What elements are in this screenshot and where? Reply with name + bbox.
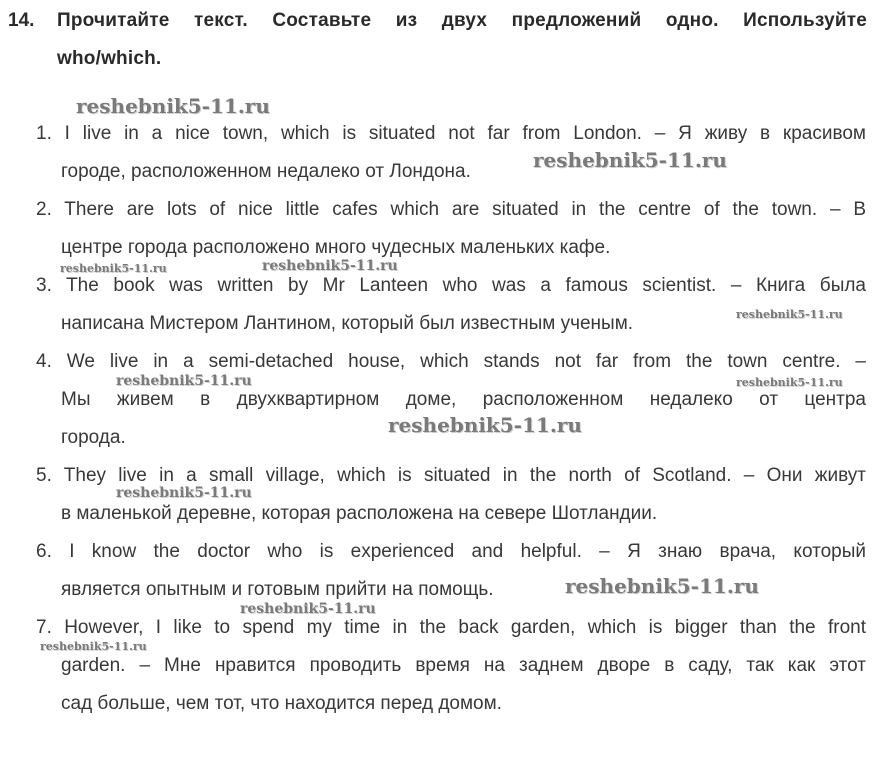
watermark: reshebnik5-11.ru	[533, 148, 727, 172]
item-5-line-1: 5. They live in a small village, which is situated in the north of Scotland. – Они живут	[36, 465, 866, 486]
item-1-line-1: 1. I live in a nice town, which is situated not far from London. – Я живу в красивом	[36, 123, 866, 144]
item-4-line-1: 4. We live in a semi-detached house, which stands not far from the town centre. –	[36, 351, 866, 372]
watermark: reshebnik5-11.ru	[262, 258, 398, 274]
list-item-2	[36, 191, 866, 267]
watermark: reshebnik5-11.ru	[736, 308, 843, 321]
item-7-line-2: garden. – Мне нравится проводить время на заднем дворе в саду, так как этот	[61, 655, 866, 676]
item-4-line-2: Мы живем в двухквартирном доме, расположенном недалеко от центра	[61, 389, 866, 410]
watermark: reshebnik5-11.ru	[116, 485, 252, 501]
watermark: reshebnik5-11.ru	[736, 376, 843, 389]
item-7-line-3: сад больше, чем тот, что находится перед домом.	[61, 693, 502, 714]
item-3-line-2: написана Мистером Лантином, который был известным ученым.	[61, 313, 634, 334]
item-1-line-2: городе, расположенном недалеко от Лондона.	[61, 161, 471, 182]
item-5-line-2: в маленькой деревне, которая расположена на севере Шотландии.	[61, 503, 658, 524]
list-item-7	[36, 609, 866, 723]
watermark: reshebnik5-11.ru	[116, 373, 252, 389]
item-2-line-2: центре города расположено много чудесных маленьких кафе.	[61, 237, 611, 258]
list-item-4	[36, 343, 866, 457]
task-instruction-line-2: who/which.	[57, 48, 162, 69]
task-number: 14.	[8, 10, 35, 31]
item-4-line-3: города.	[61, 427, 126, 448]
item-2-line-1: 2. There are lots of nice little cafes which are situated in the centre of the town. – В	[36, 199, 866, 220]
item-6-line-1: 6. I know the doctor who is experienced and helpful. – Я знаю врача, который	[36, 541, 866, 562]
item-3-line-1: 3. The book was written by Mr Lanteen who was a famous scientist. – Книга была	[36, 275, 866, 296]
list-item-3	[36, 267, 866, 343]
item-6-line-2: является опытным и готовым прийти на помощь.	[61, 579, 494, 600]
task-instruction-line-1: Прочитайте текст. Составьте из двух предложений одно. Используйте	[57, 10, 867, 31]
watermark: reshebnik5-11.ru	[60, 262, 167, 275]
list-item-1	[36, 115, 866, 191]
item-7-line-1: 7. However, I like to spend my time in the back garden, which is bigger than the front	[36, 617, 866, 638]
watermark: reshebnik5-11.ru	[240, 601, 376, 617]
watermark: reshebnik5-11.ru	[565, 574, 759, 598]
watermark: reshebnik5-11.ru	[388, 413, 582, 437]
watermark: reshebnik5-11.ru	[40, 640, 147, 653]
watermark: reshebnik5-11.ru	[76, 94, 270, 118]
